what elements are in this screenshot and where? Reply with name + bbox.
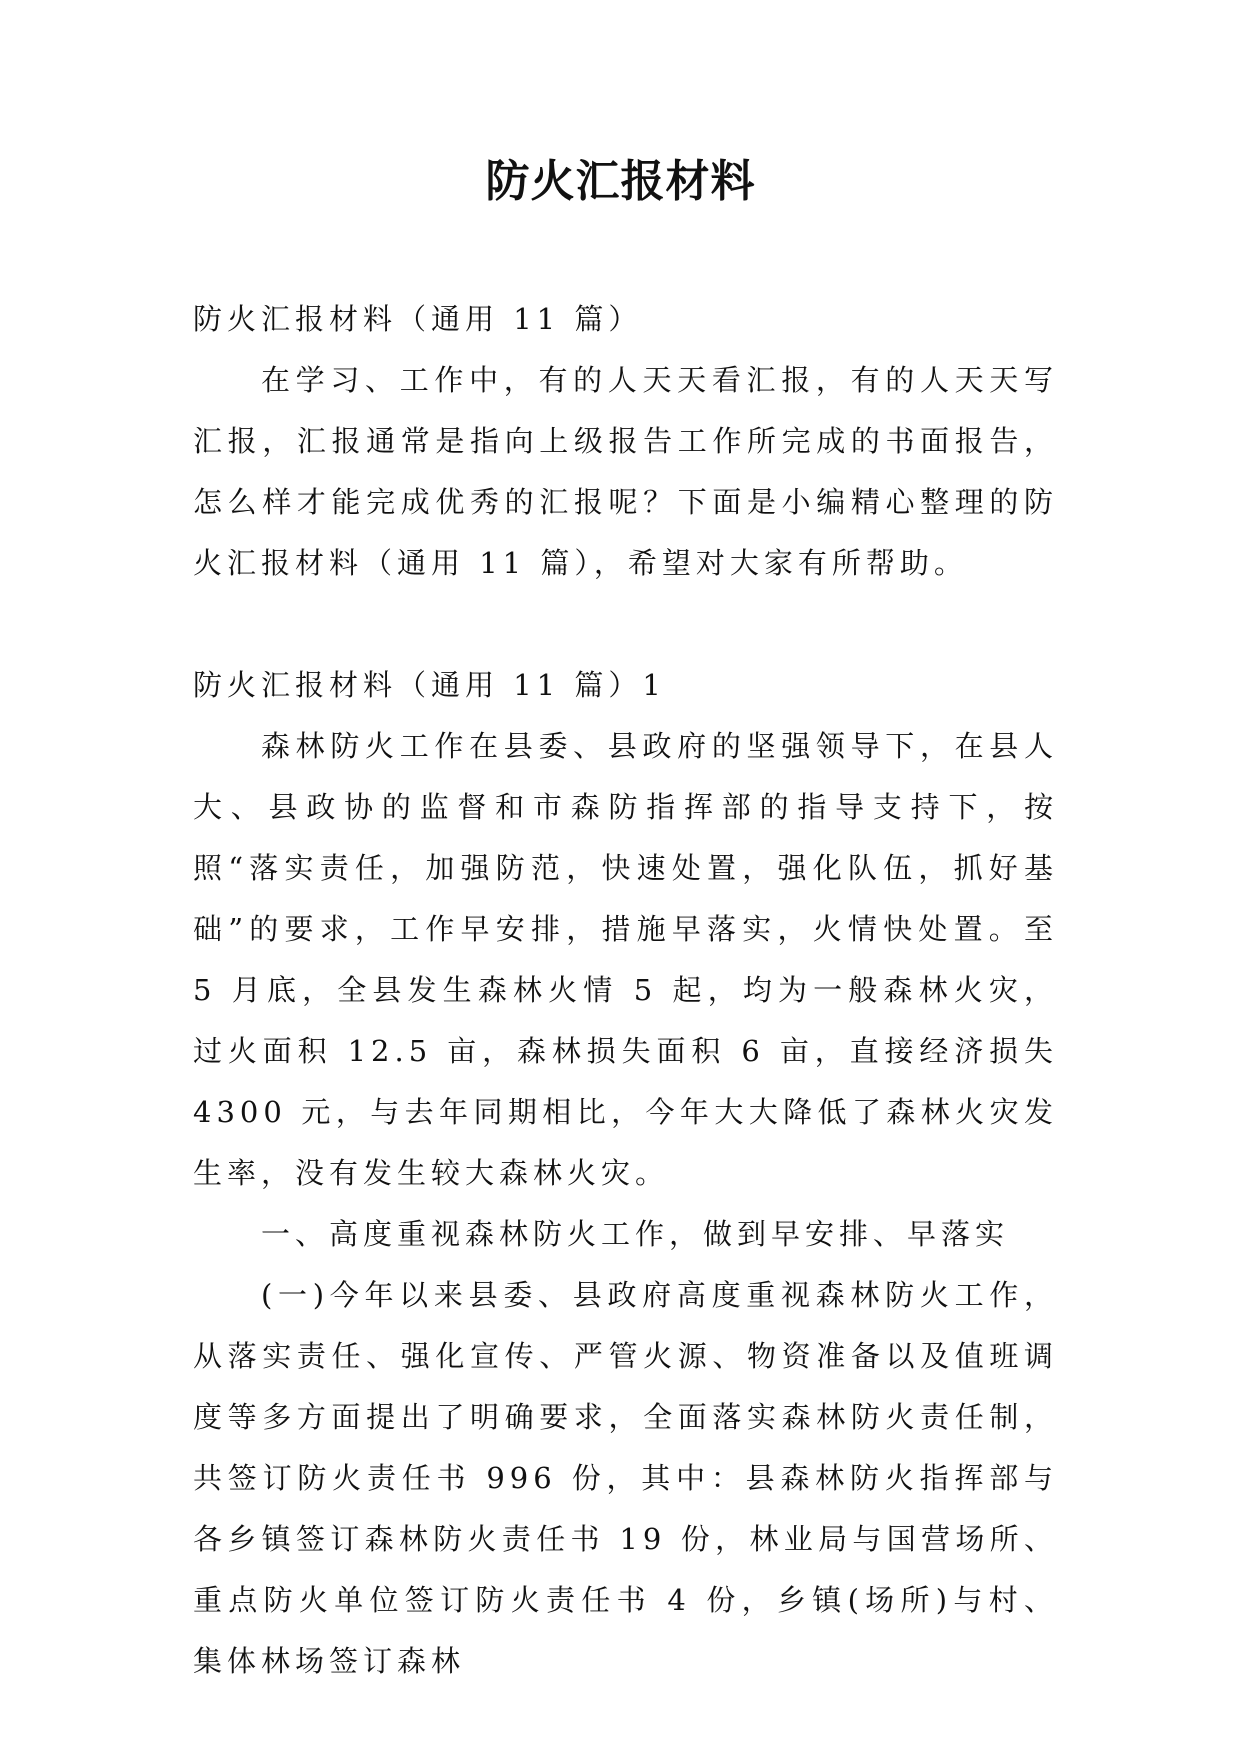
intro-heading: 防火汇报材料（通用 11 篇） bbox=[193, 302, 643, 336]
body-paragraph: (一)今年以来县委、县政府高度重视森林防火工作，从落实责任、强化宣传、严管火源、物资准备以及值班调度等多方面提出了明确要求，全面落实森林防火责任制，共签订防火责任书 996 份，其中：县森林防火指挥部与各乡镇签订森林防火责任书 19 份，林业局与国营场所、重点防火单位签订防火责任书 4 份，乡镇(场所)与村、集体林场签订森林 bbox=[193, 1278, 1058, 1678]
body-paragraph: 一、高度重视森林防火工作，做到早安排、早落实 bbox=[261, 1217, 1010, 1251]
document-title: 防火汇报材料 bbox=[485, 156, 756, 207]
body-paragraph: 森林防火工作在县委、县政府的坚强领导下，在县人大、县政协的监督和市森防指挥部的指导支持下，按照“落实责任，加强防范，快速处置，强化队伍，抓好基础”的要求，工作早安排，措施早落实，火情快处置。至 5 月底，全县发生森林火情 5 起，均为一般森林火灾，过火面积 12.5 亩，森林损失面积 6 亩，直接经济损失 4300 元，与去年同期相比，今年大大降低了森林火灾发生率，没有发生较大森林火灾。 bbox=[193, 729, 1058, 1190]
paragraph-spacer bbox=[193, 594, 1058, 655]
document-body bbox=[193, 289, 1058, 1692]
section-heading: 防火汇报材料（通用 11 篇）1 bbox=[193, 668, 666, 702]
intro-paragraph: 在学习、工作中，有的人天天看汇报，有的人天天写汇报，汇报通常是指向上级报告工作所完成的书面报告，怎么样才能完成优秀的汇报呢？下面是小编精心整理的防火汇报材料（通用 11 篇），希望对大家有所帮助。 bbox=[193, 363, 1058, 580]
